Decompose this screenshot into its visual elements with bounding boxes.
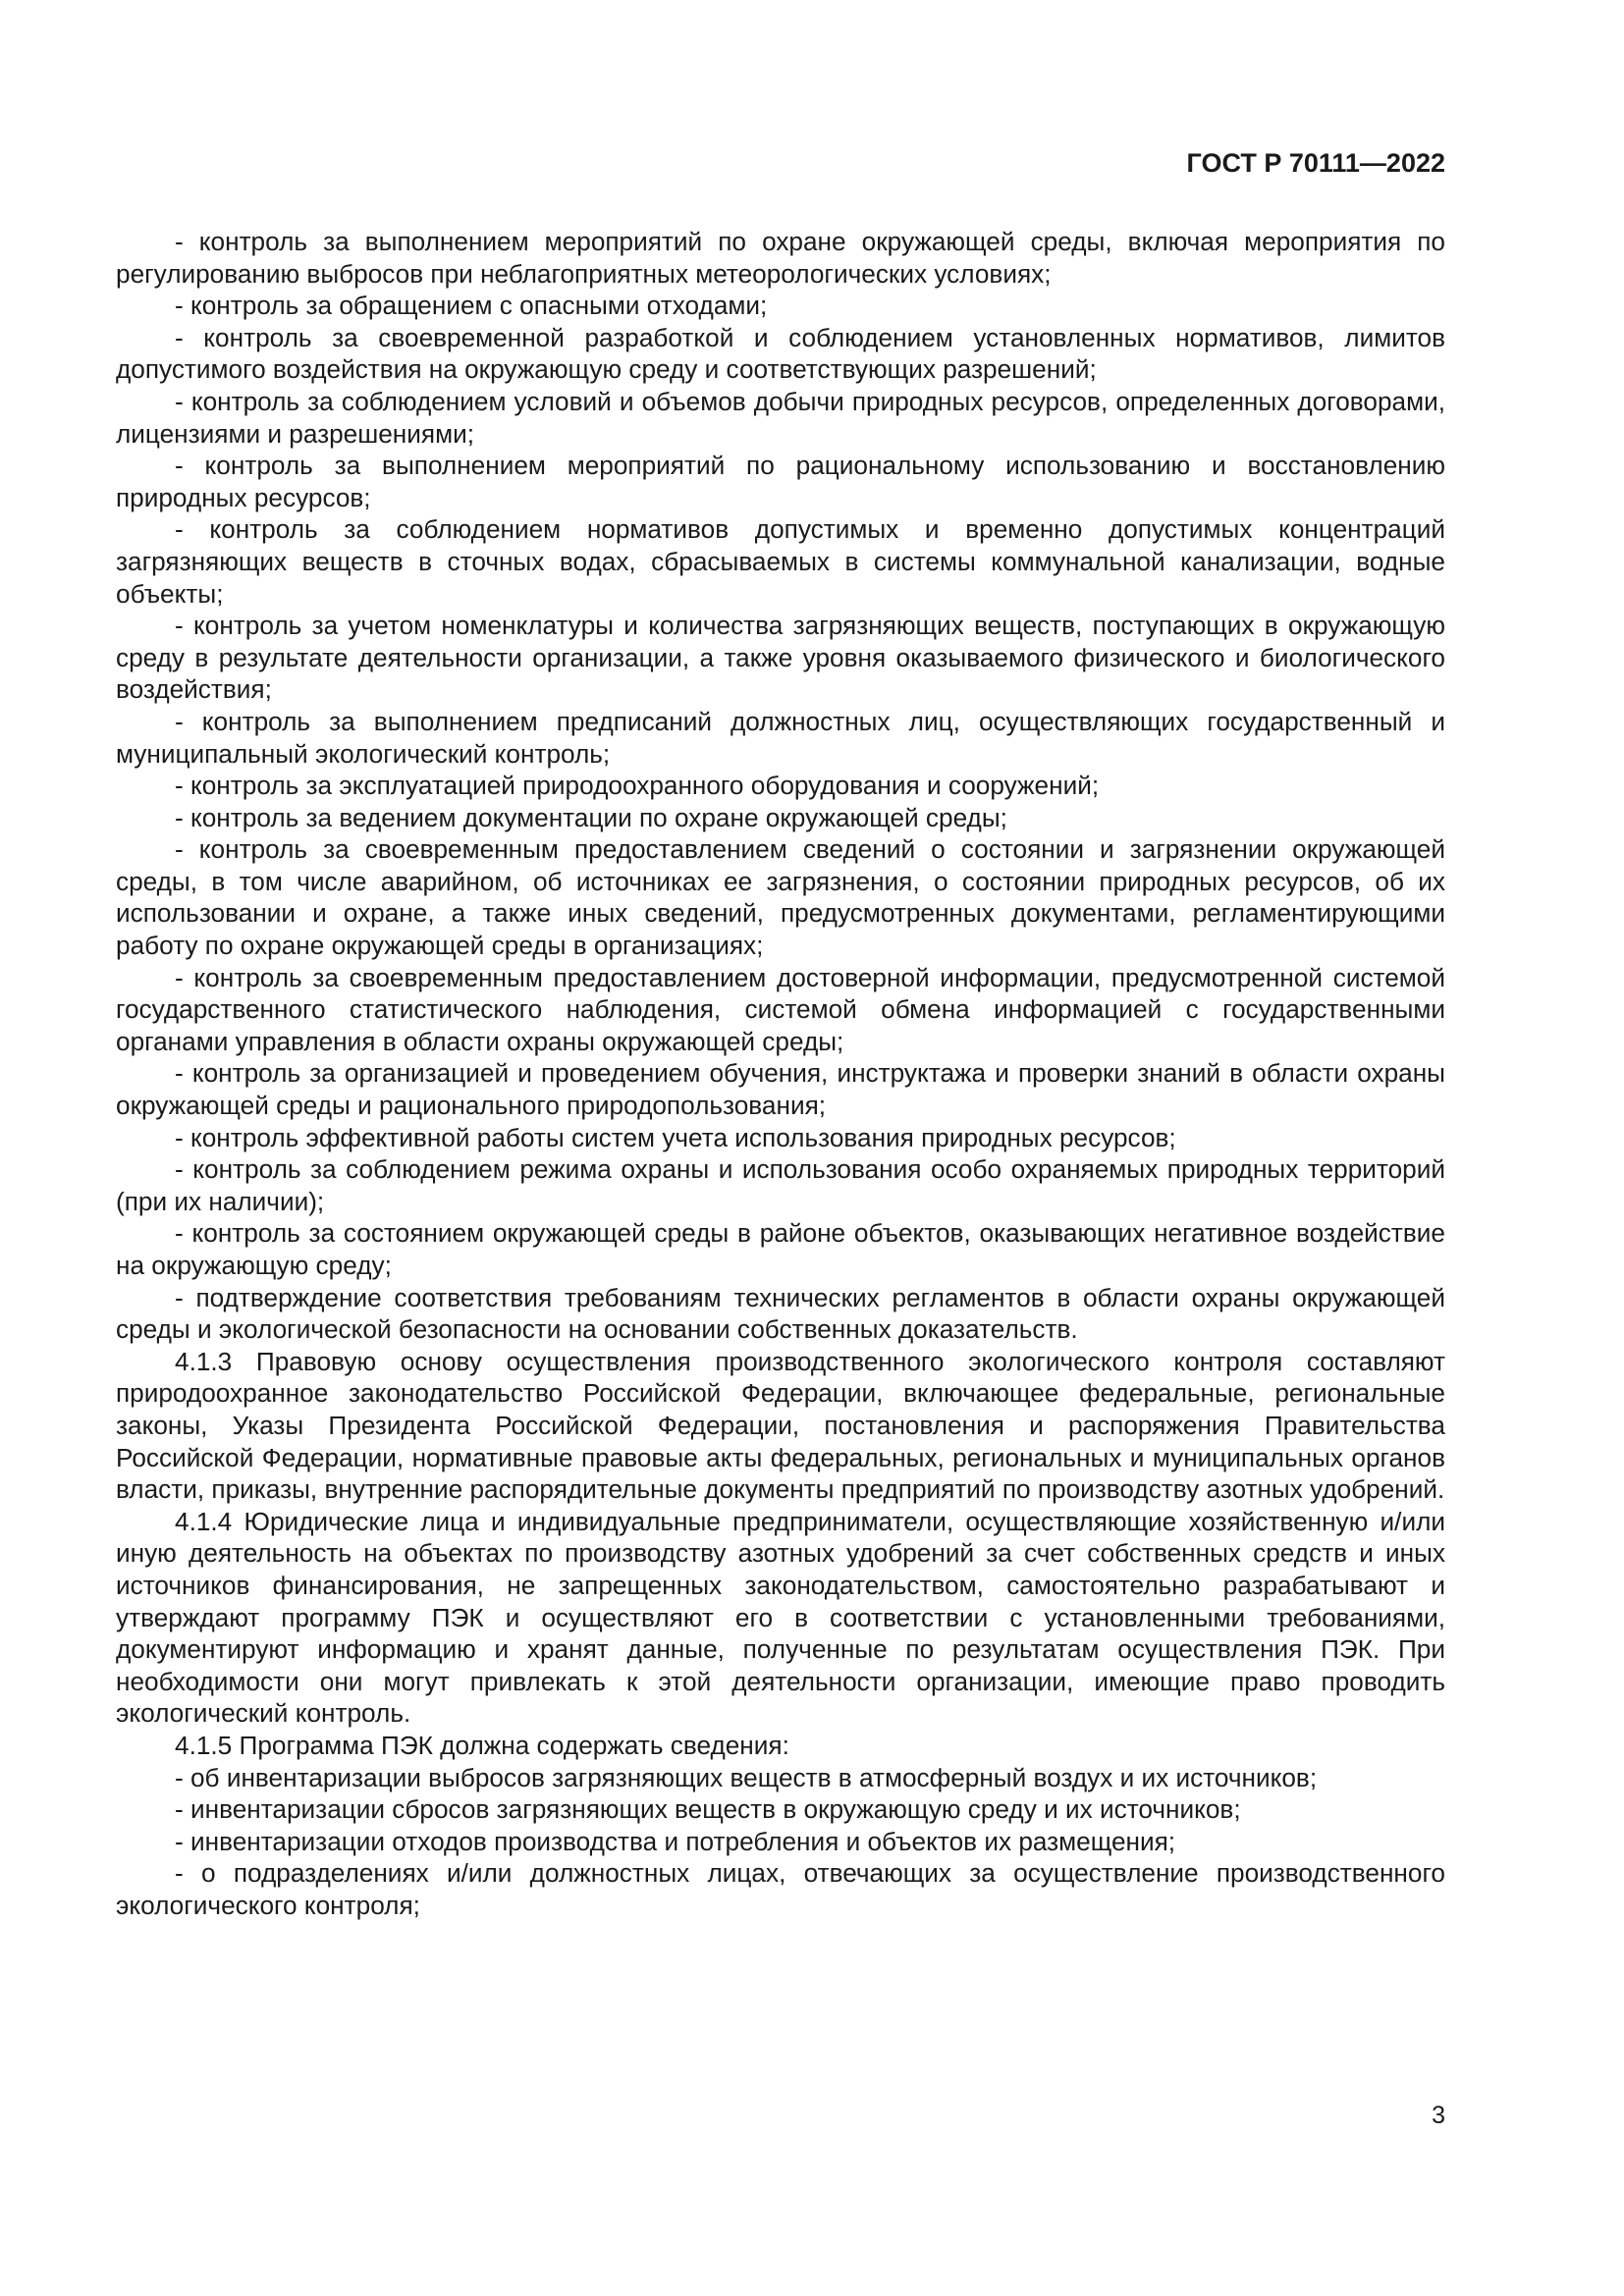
paragraph: - контроль за своевременным предоставлением достоверной информации, предусмотренной системой государственного статистического наблюдения, системой обмена информацией с государственными органами управления в области охраны окружающей среды; xyxy=(116,962,1445,1056)
paragraph: - контроль за учетом номенклатуры и количества загрязняющих веществ, поступающих в окружающую среду в результате деятельности организации, а также уровня оказываемого физического и биологического воздействия; xyxy=(116,611,1445,705)
paragraph: - контроль за своевременным предоставлением сведений о состоянии и загрязнении окружающей среды, в том числе аварийном, об источниках ее загрязнения, о состоянии природных ресурсов, об их использовании и охране, а также иных сведений, предусмотренных документами, регламентирующими работу по охране окружающей среды в организациях; xyxy=(116,834,1445,961)
paragraph: - контроль за выполнением мероприятий по рациональному использованию и восстановлению природных ресурсов; xyxy=(116,451,1445,512)
paragraph: - контроль за соблюдением нормативов допустимых и временно допустимых концентраций загрязняющих веществ в сточных водах, сбрасываемых в системы коммунальной канализации, водные объекты; xyxy=(116,514,1445,609)
paragraph: - контроль за своевременной разработкой и соблюдением установленных нормативов, лимитов допустимого воздействия на окружающую среду и соответствующих разрешений; xyxy=(116,322,1445,385)
page-number: 3 xyxy=(1432,2102,1445,2129)
paragraph: - контроль за ведением документации по охране окружающей среды; xyxy=(175,802,1007,832)
paragraph: - контроль за обращением с опасными отходами; xyxy=(175,291,768,321)
paragraph: - контроль за соблюдением режима охраны и использования особо охраняемых природных территорий (при их наличии); xyxy=(116,1154,1445,1216)
paragraph-section-4-1-4: 4.1.4 Юридические лица и индивидуальные предприниматели, осуществляющие хозяйственную и/или иную деятельность на объектах по производству азотных удобрений за счет собственных средств и иных источников финансирования, не запрещенных законодательством, самостоятельно разрабатывают и утверждают программу ПЭК и осуществляют его в соответствии с установленными требованиями, документируют информацию и хранят данные, полученные по результатам осуществления ПЭК. При необходимости они могут привлекать к этой деятельности организации, имеющие право проводить экологический контроль. xyxy=(116,1506,1445,1729)
paragraph: - контроль за состоянием окружающей среды в районе объектов, оказывающих негативное воздействие на окружающую среду; xyxy=(116,1218,1445,1280)
paragraph: - контроль за организацией и проведением обучения, инструктажа и проверки знаний в области охраны окружающей среды и рационального природопользования; xyxy=(116,1058,1445,1121)
paragraph: - о подразделениях и/или должностных лицах, отвечающих за осуществление производственного экологического контроля; xyxy=(116,1858,1445,1920)
document-code-header: ГОСТ Р 70111—2022 xyxy=(1186,148,1445,178)
paragraph: - контроль за выполнением предписаний должностных лиц, осуществляющих государственный и муниципальный экологический контроль; xyxy=(116,706,1445,769)
document-body xyxy=(116,226,1445,1921)
paragraph: - об инвентаризации выбросов загрязняющих веществ в атмосферный воздух и их источников; xyxy=(175,1762,1318,1792)
paragraph-section-4-1-3: 4.1.3 Правовую основу осуществления производственного экологического контроля составляют природоохранное законодательство Российской Федерации, включающее федеральные, региональные законы, Указы Президента Российской Федерации, постановления и распоряжения Правительства Российской Федерации, нормативные правовые акты федеральных, региональных и муниципальных органов власти, приказы, внутренние распорядительные документы предприятий по производству азотных удобрений. xyxy=(116,1346,1445,1505)
paragraph: - контроль за выполнением мероприятий по охране окружающей среды, включая мероприятия по регулированию выбросов при неблагоприятных метеорологических условиях; xyxy=(116,227,1445,289)
paragraph: - инвентаризации сбросов загрязняющих веществ в окружающую среду и их источников; xyxy=(175,1794,1241,1825)
paragraph: - контроль за соблюдением условий и объемов добычи природных ресурсов, определенных договорами, лицензиями и разрешениями; xyxy=(116,386,1445,449)
paragraph-section-4-1-5: 4.1.5 Программа ПЭК должна содержать сведения: xyxy=(175,1730,789,1760)
paragraph: - контроль за эксплуатацией природоохранного оборудования и сооружений; xyxy=(175,771,1100,801)
paragraph: - инвентаризации отходов производства и потребления и объектов их размещения; xyxy=(175,1826,1176,1856)
paragraph: - подтверждение соответствия требованиям технических регламентов в области охраны окружающей среды и экологической безопасности на основании собственных доказательств. xyxy=(116,1282,1445,1345)
paragraph: - контроль эффективной работы систем учета использования природных ресурсов; xyxy=(175,1122,1176,1152)
